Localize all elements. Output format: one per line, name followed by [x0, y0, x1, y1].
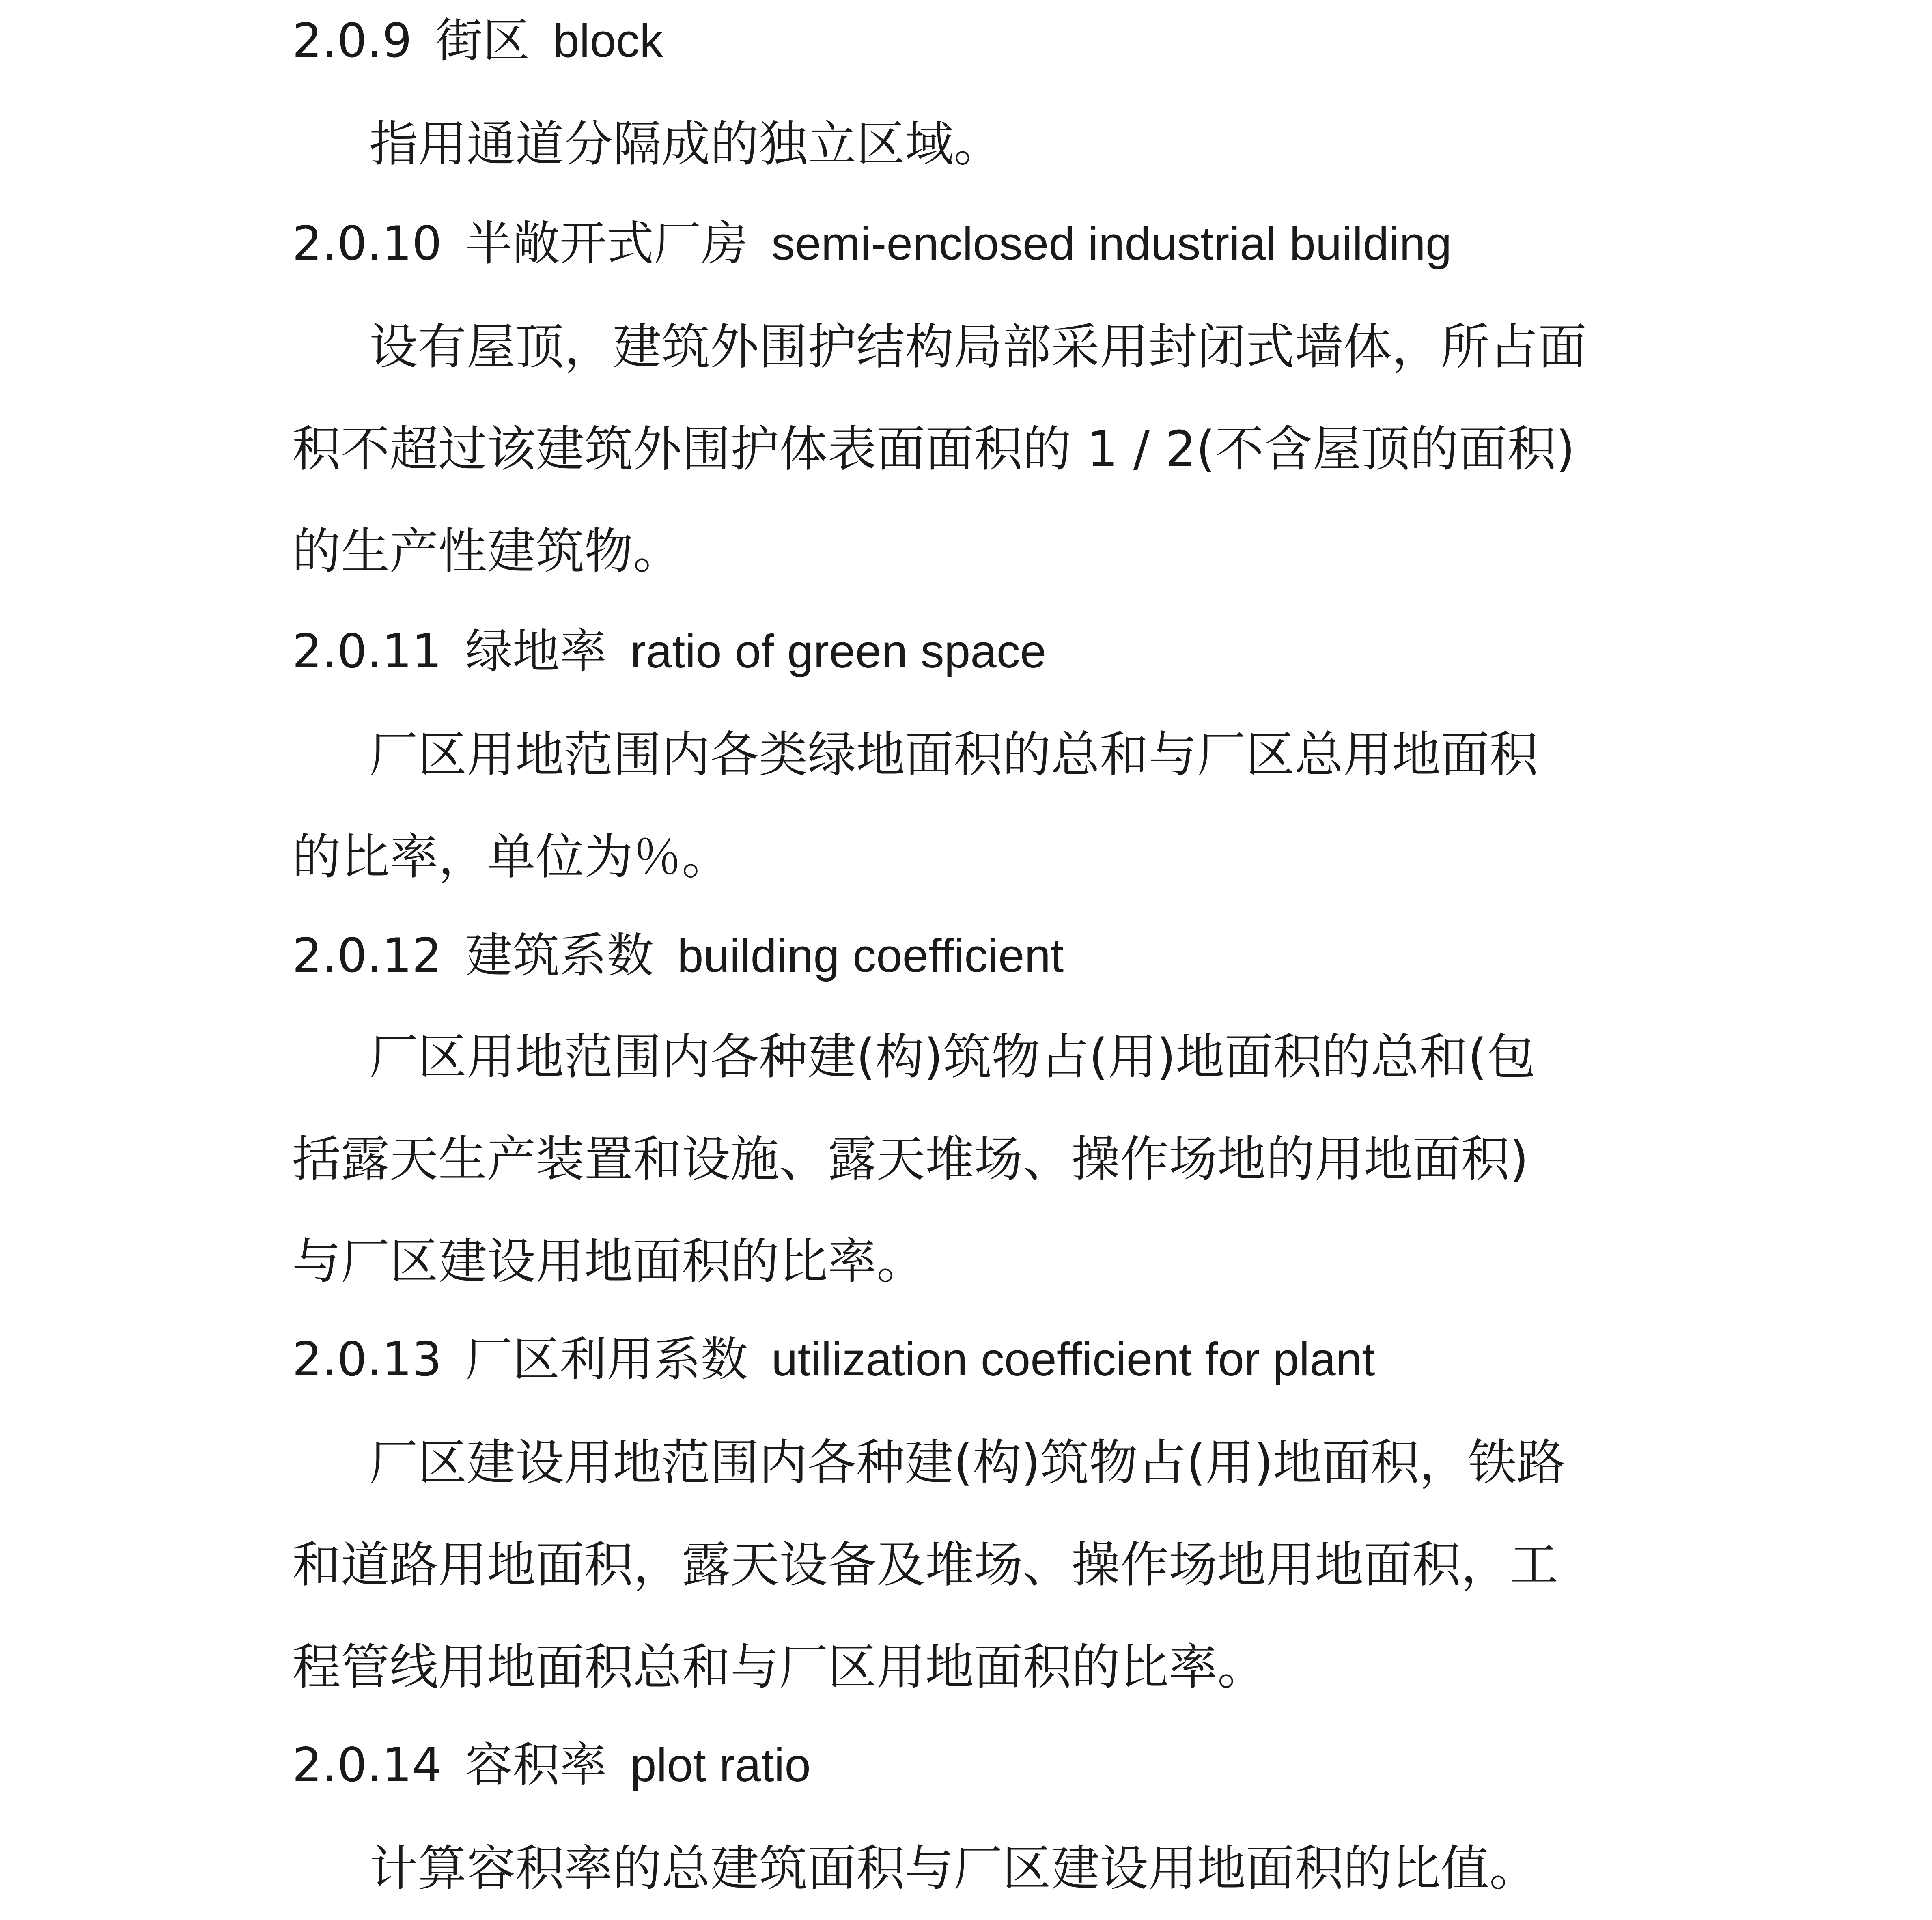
term-english: block [553, 14, 663, 67]
term-definition-2-0-12: 厂区用地范围内各种建(构)筑物占(用)地面积的总和(包 括露天生产装置和设施、露天堆场、操作场地的用地面积) 与厂区建设用地面积的比率。 [292, 1029, 1536, 1290]
term-heading-2-0-13 [292, 1331, 1375, 1388]
term-english: semi-enclosed industrial building [771, 217, 1452, 270]
term-chinese: 绿地率 [465, 624, 607, 679]
term-english: ratio of green space [630, 625, 1047, 678]
term-chinese: 容积率 [465, 1738, 607, 1793]
term-heading-2-0-14 [292, 1737, 811, 1794]
term-heading-2-0-9 [292, 12, 663, 69]
document-page [292, 0, 1656, 1916]
term-english: plot ratio [630, 1739, 811, 1791]
term-number: 2.0.13 [292, 1332, 442, 1387]
term-chinese: 半敞开式厂房 [465, 216, 748, 271]
term-heading-2-0-10 [292, 215, 1452, 272]
term-english: building coefficient [677, 929, 1064, 982]
term-definition-2-0-13: 厂区建设用地范围内各种建(构)筑物占(用)地面积，铁路 和道路用地面积，露天设备及堆场、操作场地用地面积，工 程管线用地面积总和与厂区用地面积的比率。 [292, 1435, 1566, 1696]
term-heading-2-0-11 [292, 623, 1046, 680]
term-number: 2.0.9 [292, 13, 412, 68]
term-definition-2-0-11: 厂区用地范围内各类绿地面积的总和与厂区总用地面积 的比率，单位为％。 [292, 727, 1538, 885]
term-number: 2.0.12 [292, 928, 442, 983]
term-number: 2.0.14 [292, 1738, 442, 1793]
term-number: 2.0.11 [292, 624, 442, 679]
term-chinese: 建筑系数 [465, 928, 654, 983]
term-definition-2-0-9: 指用通道分隔成的独立区域。 [369, 116, 1002, 172]
term-english: utilization coefficient for plant [771, 1333, 1375, 1386]
term-chinese: 厂区利用系数 [465, 1332, 748, 1387]
term-heading-2-0-12 [292, 927, 1064, 984]
term-number: 2.0.10 [292, 216, 442, 271]
term-chinese: 街区 [435, 13, 530, 68]
term-definition-2-0-10: 设有屋顶，建筑外围护结构局部采用封闭式墙体，所占面 积不超过该建筑外围护体表面面积的 1 / 2(不含屋顶的面积) 的生产性建筑物。 [292, 319, 1587, 580]
term-definition-2-0-14: 计算容积率的总建筑面积与厂区建设用地面积的比值。 [369, 1840, 1538, 1897]
